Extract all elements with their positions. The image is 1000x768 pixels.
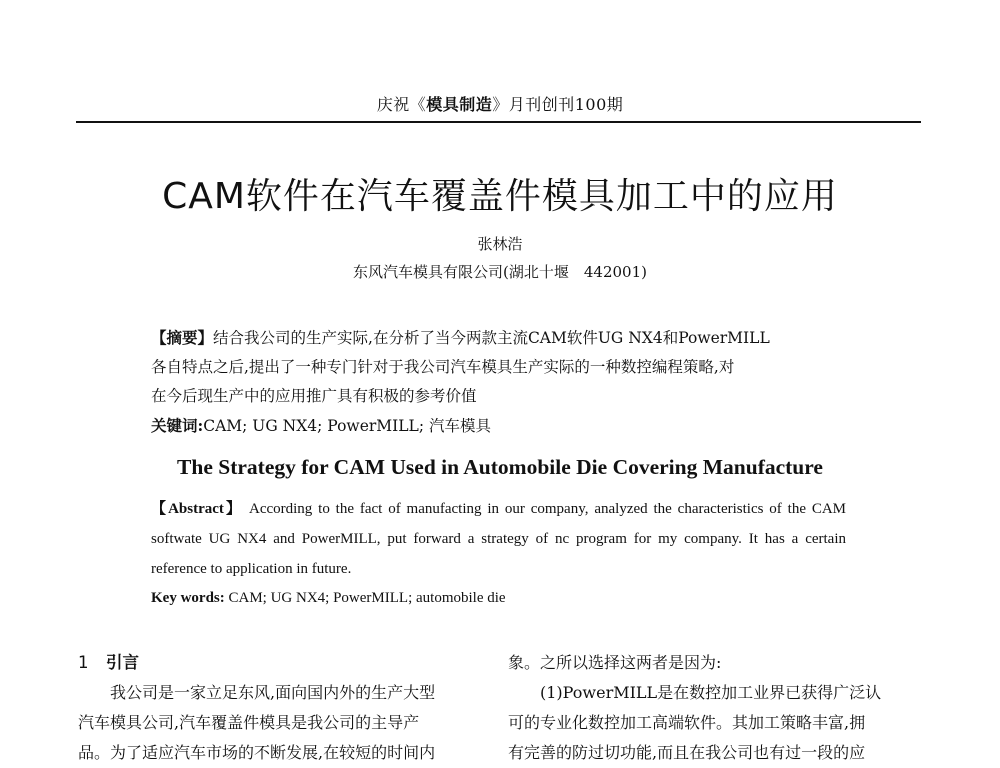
abstract-zh-label: 【摘要】 xyxy=(151,328,214,347)
keywords-zh-label: 关键词: xyxy=(151,416,204,435)
body-line: 汽车模具公司,汽车覆盖件模具是我公司的主导产 xyxy=(78,713,420,732)
body-column-left xyxy=(78,648,490,768)
abstract-zh-line xyxy=(151,323,851,353)
running-header-suffix: 》月刊创刊100期 xyxy=(492,95,624,114)
journal-name: 模具制造 xyxy=(426,95,493,114)
paper-title-en: The Strategy for CAM Used in Automobile Die Covering Manufacture xyxy=(177,455,823,479)
author-name: 张林浩 xyxy=(477,235,523,253)
section-title: 引言 xyxy=(106,653,139,672)
body-line: (1)PowerMILL是在数控加工业界已获得广泛认 xyxy=(540,683,882,702)
abstract-zh xyxy=(151,323,851,411)
section-heading xyxy=(78,648,490,678)
section-number: 1 xyxy=(78,653,89,672)
keywords-zh-text: CAM; UG NX4; PowerMILL; 汽车模具 xyxy=(203,417,491,435)
abstract-zh-text: 结合我公司的生产实际,在分析了当今两款主流CAM软件UG NX4和PowerMILL xyxy=(213,329,770,347)
abstract-zh-line: 各自特点之后,提出了一种专门针对于我公司汽车模具生产实际的一种数控编程策略,对 xyxy=(151,358,735,376)
author-affiliation: 东风汽车模具有限公司(湖北十堰 442001) xyxy=(353,263,647,281)
keywords-zh xyxy=(151,414,851,438)
keywords-en-label: Key words: xyxy=(151,590,225,606)
body-line: 我公司是一家立足东风,面向国内外的生产大型 xyxy=(110,683,436,702)
abstract-zh-line: 在今后现生产中的应用推广具有积极的参考价值 xyxy=(151,387,477,405)
body-column-right xyxy=(508,648,926,768)
running-header xyxy=(0,92,1000,115)
body-line: 品。为了适应汽车市场的不断发展,在较短的时间内 xyxy=(78,743,436,762)
abstract-en-text: According to the fact of manufacting in our company, analyzed the characteristics of the CAM softwate UG NX4 and PowerMILL, put forward a strategy of nc program for my company. It has a certain reference to application in future. xyxy=(151,501,847,577)
abstract-en-label: 【Abstract】 xyxy=(151,501,244,517)
body-line: 象。之所以选择这两者是因为: xyxy=(508,653,722,672)
abstract-en xyxy=(151,494,846,584)
body-line: 可的专业化数控加工高端软件。其加工策略丰富,拥 xyxy=(508,713,866,732)
keywords-en-text: CAM; UG NX4; PowerMILL; automobile die xyxy=(228,590,506,606)
running-header-prefix: 庆祝《 xyxy=(376,95,427,114)
header-rule xyxy=(76,121,921,123)
paper-title-zh: CAM软件在汽车覆盖件模具加工中的应用 xyxy=(162,176,838,217)
keywords-en xyxy=(151,590,846,607)
body-line: 有完善的防过切功能,而且在我公司也有过一段的应 xyxy=(508,743,866,762)
